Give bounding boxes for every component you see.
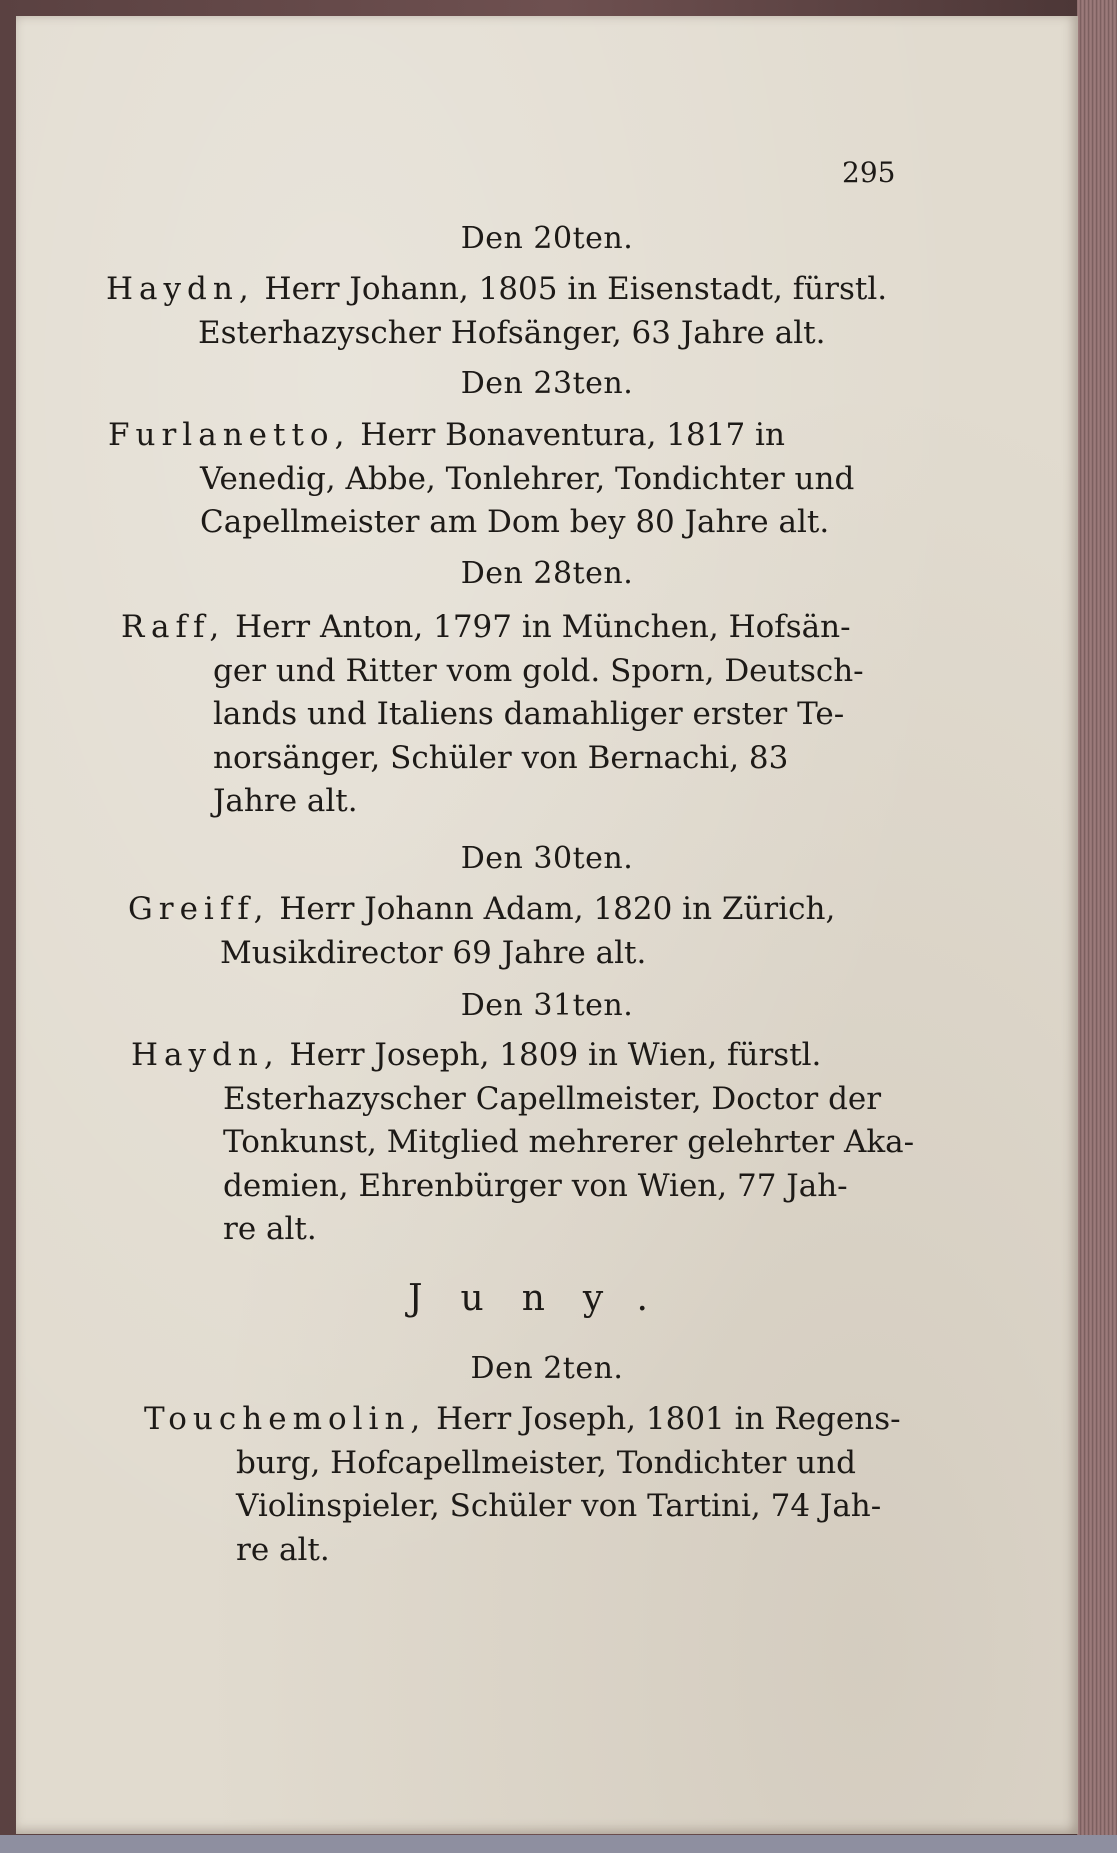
entry-line: re alt. xyxy=(223,1211,317,1247)
entry-line: burg, Hofcapellmeister, Tondichter und xyxy=(236,1444,856,1481)
entry-text: Herr Johann Adam, 1820 in Zürich, xyxy=(269,891,836,927)
person-name: Haydn, xyxy=(131,1037,280,1073)
date-heading: Den 28ten. xyxy=(460,556,634,591)
entry-text: Herr Johann, 1805 in Eisenstadt, fürstl. xyxy=(254,271,888,307)
obituary-entry xyxy=(131,1034,941,1252)
entry-first-line xyxy=(131,1034,941,1078)
entry-first-line xyxy=(121,606,931,650)
date-heading: Den 2ten. xyxy=(470,1351,624,1386)
book-page xyxy=(16,16,1078,1834)
date-heading: Den 20ten. xyxy=(460,221,634,256)
entry-line: ger und Ritter vom gold. Sporn, Deutsch- xyxy=(213,652,864,689)
entry-text: Herr Bonaventura, 1817 in xyxy=(350,417,785,453)
person-name: Haydn, xyxy=(106,271,255,307)
obituary-entry xyxy=(128,888,938,975)
date-heading: Den 31ten. xyxy=(460,988,634,1023)
obituary-entry xyxy=(144,1398,964,1572)
page-edges xyxy=(1077,0,1117,1853)
binding-band xyxy=(0,1835,1117,1853)
entry-line: re alt. xyxy=(236,1531,330,1568)
entry-first-line xyxy=(106,268,906,312)
date-heading: Den 30ten. xyxy=(460,841,634,876)
obituary-entry xyxy=(121,606,931,824)
entry-line: Jahre alt. xyxy=(213,783,358,819)
date-heading: Den 23ten. xyxy=(460,366,634,401)
month-heading: Juny. xyxy=(408,1278,686,1319)
obituary-entry xyxy=(106,268,906,355)
entry-first-line xyxy=(108,414,928,458)
entry-line: Esterhazyscher Hofsänger, 63 Jahre alt. xyxy=(198,314,826,351)
entry-first-line xyxy=(128,888,938,932)
entry-line: lands und Italiens damahliger erster Te- xyxy=(213,696,845,732)
entry-text: Herr Joseph, 1809 in Wien, fürstl. xyxy=(279,1037,822,1073)
person-name: Furlanetto, xyxy=(108,417,351,453)
person-name: Raff, xyxy=(121,609,226,645)
entry-first-line xyxy=(144,1398,964,1442)
entry-line: Venedig, Abbe, Tonlehrer, Tondichter und xyxy=(200,460,855,497)
page-number: 295 xyxy=(842,156,896,189)
person-name: Greiff, xyxy=(128,891,270,927)
entry-line: Capellmeister am Dom bey 80 Jahre alt. xyxy=(200,504,830,540)
entry-line: Esterhazyscher Capellmeister, Doctor der xyxy=(223,1080,882,1117)
entry-line: Tonkunst, Mitglied mehrerer gelehrter Aka- xyxy=(223,1124,915,1160)
obituary-entry xyxy=(108,414,928,545)
entry-line: Violinspieler, Schüler von Tartini, 74 Jah- xyxy=(236,1488,882,1524)
page-text xyxy=(16,16,1078,1834)
entry-line: demien, Ehrenbürger von Wien, 77 Jah- xyxy=(223,1167,848,1204)
entry-text: Herr Joseph, 1801 in Regens- xyxy=(426,1401,901,1437)
entry-line: Musikdirector 69 Jahre alt. xyxy=(220,934,647,971)
person-name: Touchemolin, xyxy=(144,1401,427,1437)
entry-text: Herr Anton, 1797 in München, Hofsän- xyxy=(225,609,851,645)
entry-line: norsänger, Schüler von Bernachi, 83 xyxy=(213,739,789,776)
